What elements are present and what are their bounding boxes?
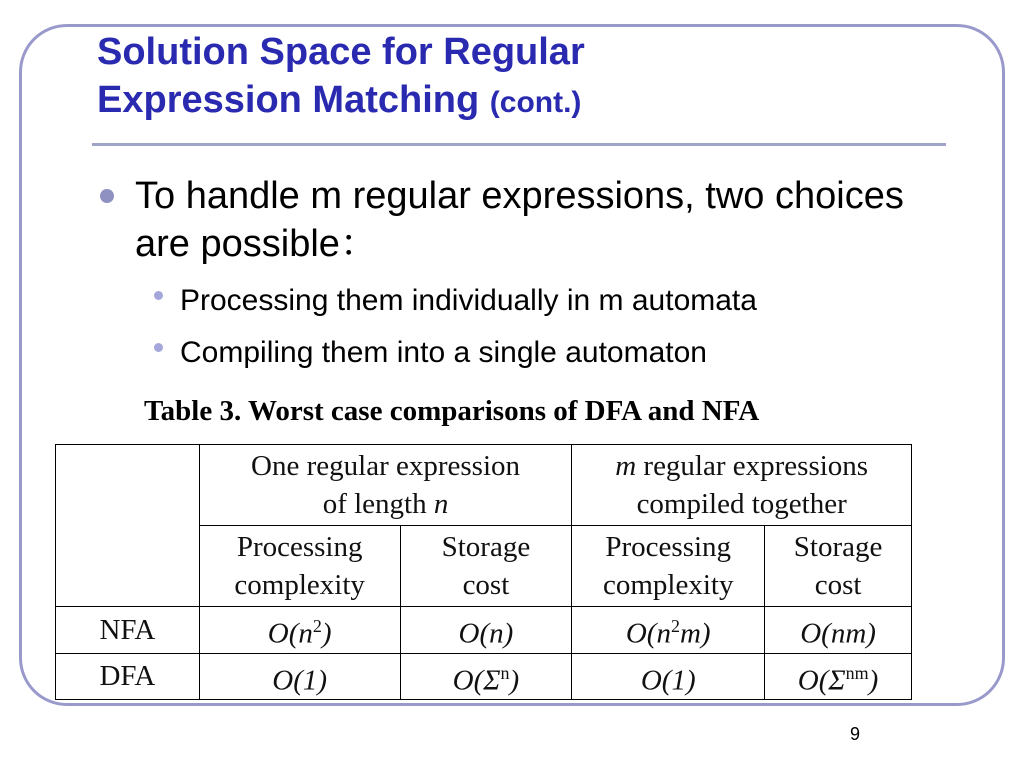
main-bullet-text: To handle m regular expressions, two choices are possible： xyxy=(135,175,904,265)
cell-sup: nm xyxy=(845,662,869,683)
header-single-expression xyxy=(199,445,572,526)
header-text: of length xyxy=(322,488,434,520)
complexity-cell xyxy=(765,607,912,654)
subheader-storage xyxy=(765,526,912,607)
slide-title xyxy=(97,28,585,127)
subheader-processing xyxy=(199,526,400,607)
complexity-cell xyxy=(765,653,912,700)
cell-text: O(Σ xyxy=(452,664,501,697)
cell-text: O(n xyxy=(625,617,671,650)
main-bullet xyxy=(97,172,917,268)
sub-bullet-dot-icon xyxy=(154,343,163,352)
subheader-text: Storage xyxy=(441,531,531,563)
cell-sup: n xyxy=(500,662,510,683)
cell-text: O(nm) xyxy=(800,617,876,650)
subheader-storage xyxy=(400,526,572,607)
table-row-nfa xyxy=(56,607,912,654)
subheader-text: Processing xyxy=(236,531,363,563)
complexity-cell xyxy=(572,653,765,700)
subheader-text: Processing xyxy=(605,531,732,563)
row-label: NFA xyxy=(56,607,200,654)
sub-bullet-2 xyxy=(150,335,910,371)
cell-text: ) xyxy=(509,664,520,697)
cell-text: m) xyxy=(679,617,711,650)
header-text: regular expressions xyxy=(636,450,869,482)
complexity-cell xyxy=(400,607,572,654)
cell-sup: 2 xyxy=(312,616,322,636)
header-var: m xyxy=(615,450,637,482)
complexity-cell xyxy=(199,653,400,700)
title-line-1: Solution Space for Regular xyxy=(97,31,585,73)
sub-bullet-text: Processing them individually in m automata xyxy=(180,284,757,317)
cell-sup: 2 xyxy=(670,616,680,636)
cell-text: O(1) xyxy=(272,664,328,697)
header-text: One regular expression xyxy=(251,450,521,482)
cell-text: O(n) xyxy=(458,617,514,650)
comparison-table xyxy=(55,444,912,700)
subheader-processing xyxy=(572,526,765,607)
subheader-text: complexity xyxy=(234,569,365,601)
subheader-text: complexity xyxy=(602,569,734,601)
complexity-cell xyxy=(572,607,765,654)
table-row-dfa xyxy=(56,653,912,700)
sub-bullet-text: Compiling them into a single automaton xyxy=(180,336,707,369)
cell-text: O(n xyxy=(267,617,313,650)
bullet-dot-icon xyxy=(100,189,114,203)
empty-corner-cell xyxy=(56,445,200,607)
sub-bullet-1 xyxy=(150,283,910,319)
cell-text: O(1) xyxy=(640,664,696,697)
header-text: compiled together xyxy=(636,488,847,520)
cell-text: ) xyxy=(868,664,879,697)
cell-text: O(Σ xyxy=(797,664,846,697)
header-var: n xyxy=(433,488,449,520)
subheader-text: cost xyxy=(462,569,510,601)
header-multiple-expressions xyxy=(572,445,912,526)
title-suffix: (cont.) xyxy=(489,86,582,119)
cell-text: ) xyxy=(321,617,332,650)
subheader-text: cost xyxy=(814,569,862,601)
complexity-cell xyxy=(199,607,400,654)
title-line-2: Expression Matching xyxy=(97,79,480,121)
sub-bullet-dot-icon xyxy=(154,291,163,300)
table-caption: Table 3. Worst case comparisons of DFA and NFA xyxy=(144,395,760,427)
title-divider xyxy=(92,143,946,146)
row-label: DFA xyxy=(56,653,200,700)
table-header-row xyxy=(56,445,912,526)
complexity-cell xyxy=(400,653,572,700)
page-number: 9 xyxy=(850,724,861,744)
subheader-text: Storage xyxy=(793,531,883,563)
